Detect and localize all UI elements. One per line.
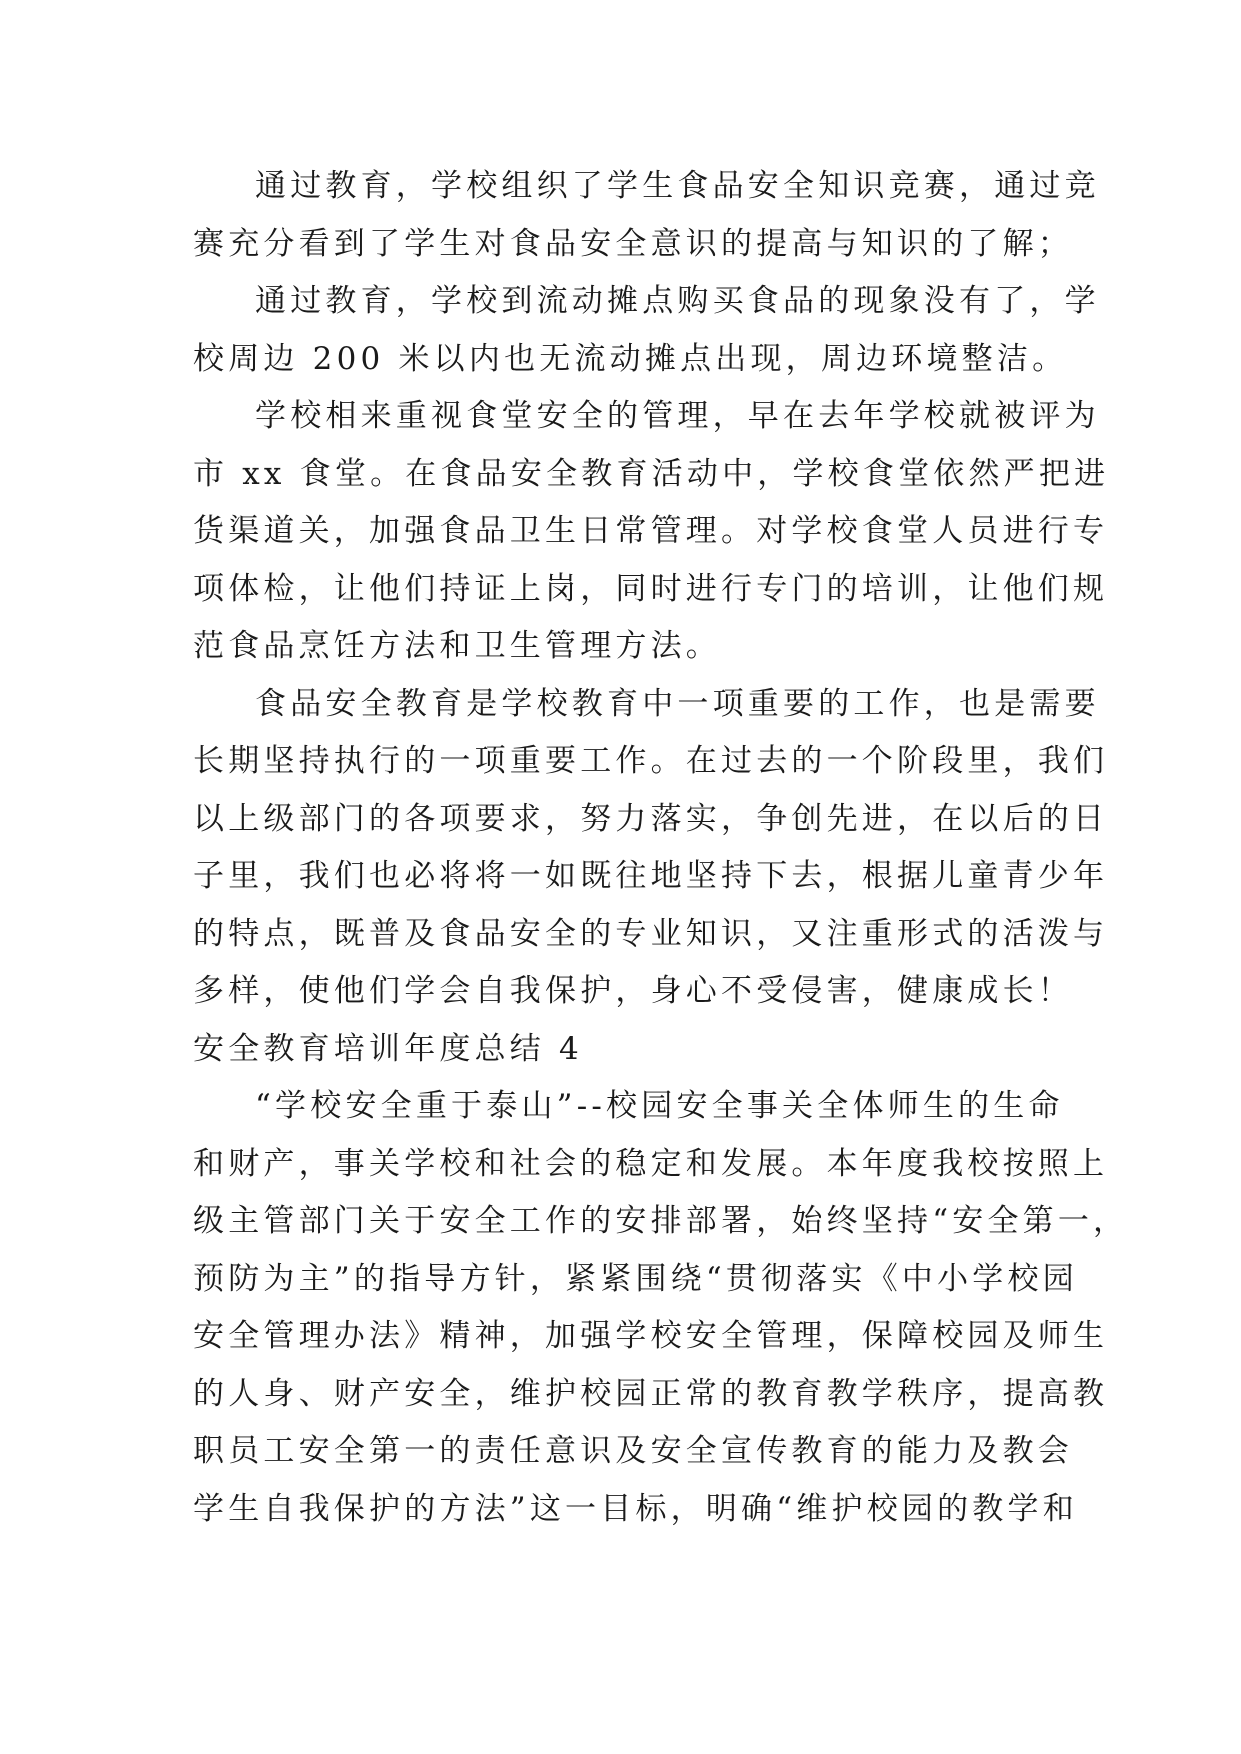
text-line: 食品安全教育是学校教育中一项重要的工作，也是需要 [255,685,1100,722]
text-line: 安全管理办法》精神，加强学校安全管理，保障校园及师生 [193,1318,1109,1354]
paragraph-food-safety-contest [193,158,1100,273]
text-line: 子里，我们也必将将一如既往地坚持下去，根据儿童青少年 [193,858,1109,894]
text-line: 通过教育，学校组织了学生食品安全知识竞赛，通过竞 [255,168,1100,204]
text-line: 预防为主”的指导方针，紧紧围绕“贯彻落实《中小学校园 [193,1260,1078,1297]
section-heading: 安全教育培训年度总结 4 [193,1030,583,1067]
paragraph-school-safety [193,1078,1129,1538]
text-line: 和财产，事关学校和社会的稳定和发展。本年度我校按照上 [193,1145,1109,1182]
text-line: 级主管部门关于安全工作的安排部署，始终坚持“安全第一， [193,1203,1129,1239]
text-line: 以上级部门的各项要求，努力落实，争创先进，在以后的日 [193,800,1109,837]
document-page [193,158,1129,1538]
paragraph-education-importance [193,676,1109,1021]
text-line: 市 xx 食堂。在食品安全教育活动中，学校食堂依然严把进 [193,455,1110,492]
paragraph-street-vendors [193,273,1100,388]
text-line: “学校安全重于泰山”--校园安全事关全体师生的生命 [255,1088,1064,1124]
text-line: 范食品烹饪方法和卫生管理方法。 [193,628,721,664]
paragraph-canteen-management [193,388,1110,676]
text-line: 学校相来重视食堂安全的管理，早在去年学校就被评为 [255,398,1100,434]
text-line: 货渠道关，加强食品卫生日常管理。对学校食堂人员进行专 [193,513,1109,549]
text-line: 学生自我保护的方法”这一目标，明确“维护校园的教学和 [193,1490,1078,1527]
text-line: 校周边 200 米以内也无流动摊点出现，周边环境整洁。 [193,340,1068,377]
text-line: 职员工安全第一的责任意识及安全宣传教育的能力及教会 [193,1433,1073,1469]
text-line: 的特点，既普及食品安全的专业知识，又注重形式的活泼与 [193,915,1109,952]
text-line: 赛充分看到了学生对食品安全意识的提高与知识的了解； [193,225,1073,262]
text-line: 长期坚持执行的一项重要工作。在过去的一个阶段里，我们 [193,743,1109,779]
text-line: 项体检，让他们持证上岗，同时进行专门的培训，让他们规 [193,570,1109,607]
text-line: 的人身、财产安全，维护校园正常的教育教学秩序，提高教 [193,1375,1109,1412]
text-line: 多样，使他们学会自我保护，身心不受侵害，健康成长！ [193,973,1073,1009]
text-line: 通过教育，学校到流动摊点购买食品的现象没有了，学 [255,283,1100,319]
